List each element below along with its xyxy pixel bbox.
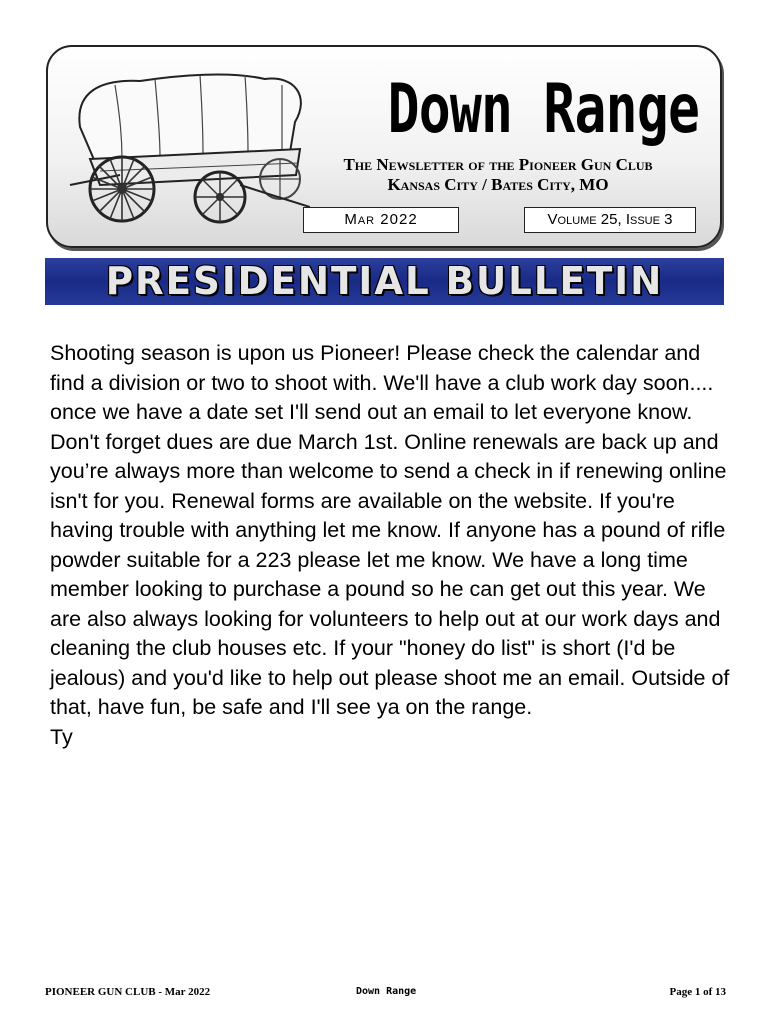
footer-club-date: PIONEER GUN CLUB - Mar 2022 <box>45 986 211 998</box>
footer-newsletter-name: Down Range <box>356 986 417 997</box>
covered-wagon-icon <box>60 67 310 227</box>
article-paragraph: Shooting season is upon us Pioneer! Please check the calendar and find a division or two to shoot with. We'll have a club work day soon.... once we have a date set I'll send out an email to let everyone know. Don't forget dues are due March 1st. Online renewals are back up and you’re always more than welcome to send a check in if renewing online isn't for you. Renewal forms are available on the website. If you're having trouble with anything let me know. If anyone has a pound of rifle powder suitable for a 223 please let me know. We have a long time member looking to purchase a pound so he can get out this year. We are also always looking for volunteers to help out at our work days and cleaning the club houses etc. If your "honey do list" is short (I'd be jealous) and you'd like to help out please shoot me an email. Outside of that, have fun, be safe and I'll see ya on the range. <box>50 341 730 719</box>
newsletter-location: Kansas City / Bates City, MO <box>387 175 609 194</box>
issue-date-box: Mar 2022 <box>303 207 459 233</box>
article-body <box>50 339 730 752</box>
footer-page-number: Page 1 of 13 <box>669 986 726 998</box>
presidential-bulletin-banner <box>45 258 724 305</box>
issue-volume-box: Volume 25, Issue 3 <box>524 207 696 233</box>
newsletter-masthead <box>46 45 722 248</box>
newsletter-subtitle: The Newsletter of the Pioneer Gun Club <box>343 155 653 174</box>
newsletter-title: Down Range <box>387 70 700 149</box>
banner-heading: PRESIDENTIAL BULLETIN <box>105 259 664 303</box>
article-signature: Ty <box>50 724 73 749</box>
